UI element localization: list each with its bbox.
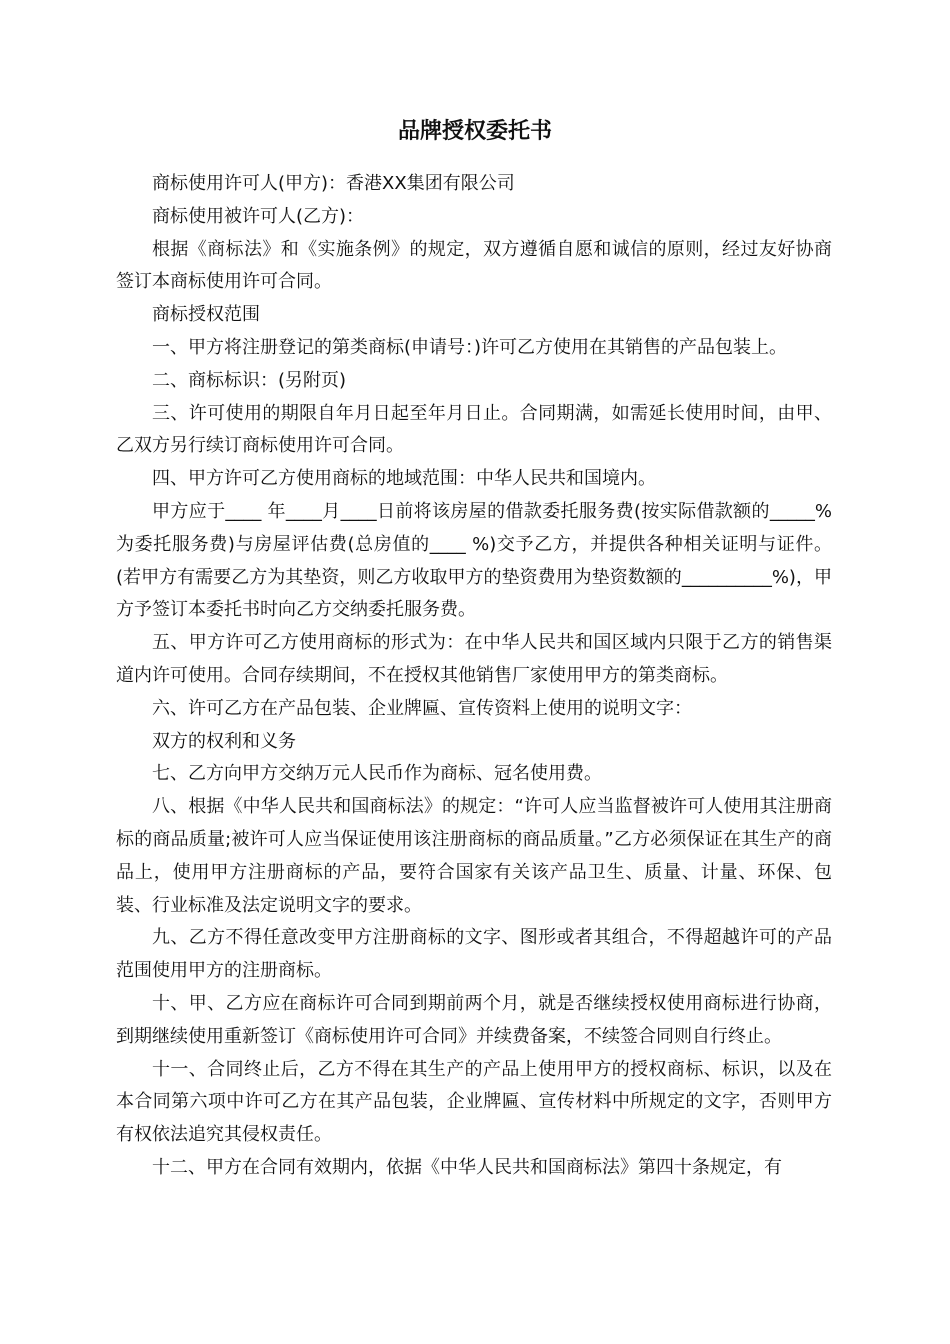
paragraph-clause-4: 四、甲方许可乙方使用商标的地域范围：中华人民共和国境内。 xyxy=(152,468,656,490)
paragraph-clause-11: 十一、合同终止后，乙方不得在其生产的产品上使用甲方的授权商标、标识，以及在本合同第六项中许可乙方在其产品包装，企业牌匾、宣传材料中所规定的文字，否则甲方有权依法追究其侵权责任。 xyxy=(116,1058,832,1146)
section-heading-scope: 商标授权范围 xyxy=(152,304,260,326)
paragraph-clause-9: 九、乙方不得任意改变甲方注册商标的文字、图形或者其组合，不得超越许可的产品范围使用甲方的注册商标。 xyxy=(116,927,832,982)
paragraph-clause-10: 十、甲、乙方应在商标许可合同到期前两个月，就是否继续授权使用商标进行协商，到期继续使用重新签订《商标使用许可合同》并续费备案，不续签合同则自行终止。 xyxy=(116,992,832,1047)
paragraph-clause-3: 三、许可使用的期限自年月日起至年月日止。合同期满，如需延长使用时间，由甲、乙双方另行续订商标使用许可合同。 xyxy=(116,402,832,457)
document-title: 品牌授权委托书 xyxy=(397,119,552,144)
paragraph-clause-8: 八、根据《中华人民共和国商标法》的规定：“许可人应当监督被许可人使用其注册商标的商品质量;被许可人应当保证使用该注册商标的商品质量。”乙方必须保证在其生产的商品上，使用甲方注册商标的产品，要符合国家有关该产品卫生、质量、计量、环保、包装、行业标准及法定说明文字的要求。 xyxy=(116,796,832,916)
paragraph-preamble: 根据《商标法》和《实施条例》的规定，双方遵循自愿和诚信的原则，经过友好协商签订本商标使用许可合同。 xyxy=(116,238,832,293)
paragraph-clause-2: 二、商标标识：(另附页) xyxy=(152,369,347,391)
paragraph-clause-12: 十二、甲方在合同有效期内，依据《中华人民共和国商标法》第四十条规定，有 xyxy=(152,1156,782,1178)
paragraph-clause-7: 七、乙方向甲方交纳万元人民币作为商标、冠名使用费。 xyxy=(152,763,602,785)
section-heading-rights: 双方的权利和义务 xyxy=(152,730,296,752)
document-body xyxy=(116,168,832,1185)
paragraph-licensee: 商标使用被许可人(乙方)： xyxy=(152,205,365,227)
paragraph-fees: 甲方应于____ 年____月____日前将该房屋的借款委托服务费(按实际借款额的_____%为委托服务费)与房屋评估费(总房值的____ %)交予乙方，并提供各种相关证明与证件。(若甲方有需要乙方为其垫资，则乙方收取甲方的垫资费用为垫资数额的__________%)，甲方予签订本委托书时向乙方交纳委托服务费。 xyxy=(116,500,832,621)
paragraph-clause-1: 一、甲方将注册登记的第类商标(申请号：)许可乙方使用在其销售的产品包装上。 xyxy=(152,336,788,358)
paragraph-licensor: 商标使用许可人(甲方)：香港XX集团有限公司 xyxy=(152,173,515,194)
paragraph-clause-6: 六、许可乙方在产品包装、企业牌匾、宣传资料上使用的说明文字： xyxy=(152,697,692,719)
paragraph-clause-5: 五、甲方许可乙方使用商标的形式为：在中华人民共和国区域内只限于乙方的销售渠道内许可使用。合同存续期间，不在授权其他销售厂家使用甲方的第类商标。 xyxy=(116,632,832,686)
